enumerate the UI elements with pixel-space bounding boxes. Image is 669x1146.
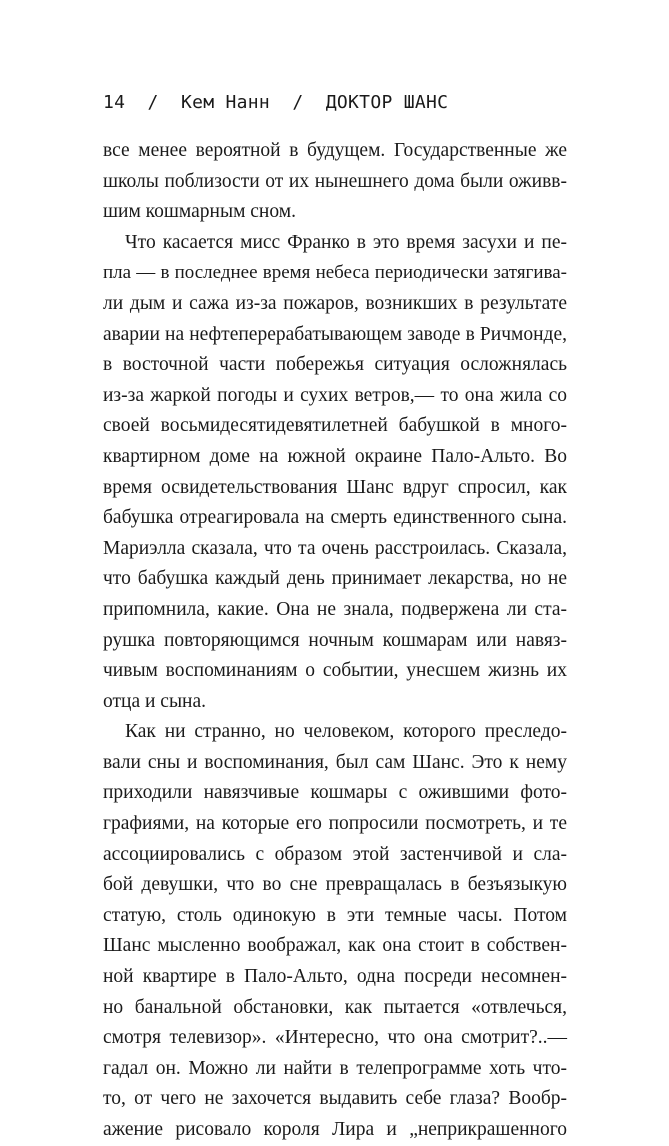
text-line: из-за жаркой погоды и сухих ветров,— то она жила со [103, 384, 567, 406]
text-line: гадал он. Можно ли найти в телепрограмме хоть что- [103, 1057, 567, 1079]
text-line: в восточной части побережья ситуация осложнялась [103, 354, 567, 376]
text-line: квартирном доме на южной окраине Пало-Альто. Во [103, 445, 567, 467]
text-line: но банальной обстановки, как пытается «отвлечься, [103, 996, 567, 1018]
text-line: статую, столь одинокую в эти темные часы. Потом [103, 904, 567, 926]
text-line: то, от чего не захочется выдавить себе глаза? Вообр- [103, 1088, 567, 1110]
text-line: время освидетельствования Шанс вдруг спросил, как [103, 476, 567, 498]
text-line: отца и сына. [103, 690, 207, 712]
text-line: ажение рисовало короля Лира и „неприкрашенного [103, 1119, 567, 1140]
text-line: Что касается мисс Франко в это время засухи и пе- [125, 231, 567, 253]
text-line: графиями, на которые его попросили посмотреть, и те [103, 813, 567, 835]
text-line: пла — в последнее время небеса периодически затягива- [103, 262, 567, 284]
text-line: вали сны и воспоминания, был сам Шанс. Это к нему [103, 751, 567, 773]
text-line: ассоциировались с образом этой застенчивой и сла- [103, 843, 567, 865]
body-text [103, 136, 567, 1146]
text-line: чивым воспоминаниям о событии, унесшем жизнь их [103, 660, 567, 682]
book-title: ДОКТОР ШАНС [325, 92, 449, 113]
text-line: шим кошмарным сном. [103, 201, 296, 223]
text-line: ной квартире в Пало-Альто, одна посреди несомнен- [103, 966, 567, 988]
text-line: приходили навязчивые кошмары с ожившими фото- [103, 782, 567, 804]
text-line: своей восьмидесятидевятилетней бабушкой в много- [103, 415, 567, 437]
text-line: бой девушки, что во сне превращалась в безъязыкую [103, 874, 567, 896]
text-line: Мариэлла сказала, что та очень расстроилась. Сказала, [103, 537, 567, 559]
text-line: смотря телевизор». «Интересно, что она смотрит?..— [103, 1027, 567, 1049]
text-line: ли дым и сажа из-за пожаров, возникших в результате [103, 292, 567, 314]
text-line: что бабушка каждый день принимает лекарства, но не [103, 568, 567, 590]
page-number: 14 [103, 92, 126, 113]
text-line: рушка повторяющимся ночным кошмарам или навяз- [103, 629, 567, 651]
text-line: бабушка отреагировала на смерть единственного сына. [103, 507, 567, 529]
author-name: Кем Нанн [180, 92, 271, 113]
text-line: Шанс мысленно воображал, как она стоит в собствен- [103, 935, 567, 957]
text-line: припомнила, какие. Она не знала, подвержена ли ста- [103, 598, 567, 620]
text-line: школы поблизости от их нынешнего дома были оживв- [103, 170, 567, 192]
text-line: все менее вероятной в будущем. Государственные же [103, 140, 567, 161]
text-line: Как ни странно, но человеком, которого преследо- [125, 721, 567, 743]
text-line: аварии на нефтеперерабатывающем заводе в Ричмонде, [103, 323, 567, 345]
running-head: 14 / Кем Нанн / ДОКТОР ШАНС [103, 92, 449, 113]
